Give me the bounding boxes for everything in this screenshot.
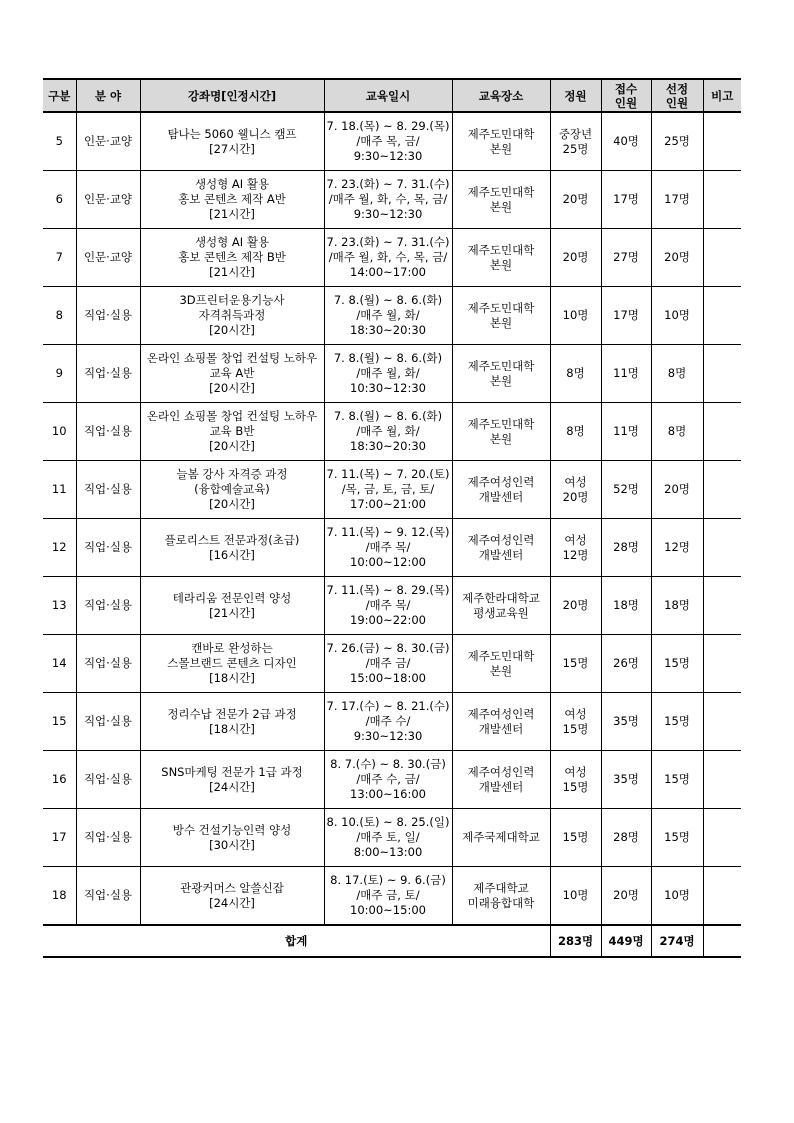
row-course-line: 3D프린터운용기능사 xyxy=(179,293,285,307)
row-schedule xyxy=(324,171,452,229)
row-note xyxy=(703,345,741,403)
row-applied: 20명 xyxy=(601,867,651,926)
table-row xyxy=(43,809,741,867)
row-quota-line: 20명 xyxy=(562,250,589,264)
row-quota xyxy=(550,403,601,461)
row-schedule xyxy=(324,287,452,345)
row-note xyxy=(703,867,741,926)
row-place-line: 제주국제대학교 xyxy=(462,830,540,844)
row-field: 직업·실용 xyxy=(76,519,140,577)
row-course-line: 테라리움 전문인력 양성 xyxy=(172,590,292,605)
row-course-line: 온라인 쇼핑몰 창업 컨설팅 노하우 xyxy=(146,351,318,365)
row-schedule-line: 7. 8.(월) ~ 8. 6.(화) xyxy=(333,293,443,307)
row-applied: 18명 xyxy=(601,577,651,635)
row-course-line: [18시간] xyxy=(209,721,255,736)
row-number: 10 xyxy=(43,403,76,461)
row-course-line: 캔바로 완성하는 xyxy=(191,641,273,655)
row-quota-line: 8명 xyxy=(566,366,585,380)
row-note xyxy=(703,635,741,693)
row-schedule xyxy=(324,693,452,751)
row-course-line: 플로리스트 전문과정(초급) xyxy=(164,532,300,547)
row-schedule xyxy=(324,403,452,461)
row-selected: 8명 xyxy=(651,403,703,461)
course-sheet xyxy=(43,78,741,958)
row-schedule-line: 7. 26.(금) ~ 8. 30.(금) xyxy=(326,641,450,655)
row-number: 18 xyxy=(43,867,76,926)
header-course: 강좌명[인정시간] xyxy=(140,79,324,112)
row-place xyxy=(452,577,550,635)
row-schedule xyxy=(324,112,452,171)
row-quota xyxy=(550,287,601,345)
row-course-line: 홍보 콘텐츠 제작 B반 xyxy=(178,250,286,264)
row-schedule-line: 7. 18.(목) ~ 8. 29.(목) xyxy=(326,119,450,133)
row-quota xyxy=(550,693,601,751)
row-schedule xyxy=(324,461,452,519)
row-schedule-line: /목, 금, 토, 금, 토/ xyxy=(341,482,435,496)
table-row xyxy=(43,345,741,403)
row-place-line: 제주여성인력 xyxy=(467,474,535,489)
row-applied: 17명 xyxy=(601,171,651,229)
row-quota-line: 20명 xyxy=(562,598,589,612)
row-applied: 35명 xyxy=(601,693,651,751)
row-note xyxy=(703,577,741,635)
row-place xyxy=(452,867,550,926)
row-place-line: 제주도민대학 xyxy=(467,358,535,373)
row-course xyxy=(140,577,324,635)
row-course-line: 늘봄 강사 자격증 과정 xyxy=(176,467,288,481)
row-course xyxy=(140,287,324,345)
row-place xyxy=(452,519,550,577)
row-schedule xyxy=(324,751,452,809)
row-course xyxy=(140,809,324,867)
row-selected: 10명 xyxy=(651,867,703,926)
table-row xyxy=(43,287,741,345)
table-row xyxy=(43,635,741,693)
row-place-line: 제주도민대학 xyxy=(467,648,535,663)
row-schedule-line: 7. 8.(월) ~ 8. 6.(화) xyxy=(333,409,443,423)
row-place-line: 제주도민대학 xyxy=(467,300,535,315)
row-course-line: [24시간] xyxy=(209,895,255,910)
header-field: 분 야 xyxy=(76,79,140,112)
row-schedule-line: 8. 10.(토) ~ 8. 25.(일) xyxy=(326,815,450,829)
header-applied-line: 접수 xyxy=(614,81,638,96)
row-course xyxy=(140,461,324,519)
row-schedule-line: 10:00~12:00 xyxy=(350,555,426,569)
row-quota-line: 15명 xyxy=(562,830,589,844)
row-number: 17 xyxy=(43,809,76,867)
row-course-line: 관광커머스 알쓸신잡 xyxy=(180,880,284,895)
row-schedule xyxy=(324,519,452,577)
row-course-line: [30시간] xyxy=(209,837,255,852)
row-applied: 28명 xyxy=(601,519,651,577)
row-course xyxy=(140,867,324,926)
row-schedule-line: /매주 금/ xyxy=(365,656,411,670)
row-selected: 8명 xyxy=(651,345,703,403)
row-quota-line: 15명 xyxy=(562,721,589,736)
row-schedule-line: /매주 목, 금/ xyxy=(356,134,420,148)
row-field: 직업·실용 xyxy=(76,577,140,635)
table-row xyxy=(43,519,741,577)
row-quota xyxy=(550,867,601,926)
row-quota-line: 여성 xyxy=(564,474,587,489)
row-place-line: 본원 xyxy=(489,315,513,330)
row-number: 12 xyxy=(43,519,76,577)
row-selected: 15명 xyxy=(651,751,703,809)
row-place-line: 제주여성인력 xyxy=(467,532,535,547)
row-course xyxy=(140,693,324,751)
row-note xyxy=(703,229,741,287)
table-row xyxy=(43,229,741,287)
row-schedule-line: 8:00~13:00 xyxy=(353,845,423,859)
row-course-line: [20시간] xyxy=(209,497,255,511)
row-place-line: 개발센터 xyxy=(478,779,524,794)
row-applied: 52명 xyxy=(601,461,651,519)
total-row xyxy=(43,925,741,957)
row-place xyxy=(452,809,550,867)
row-course-line: 홍보 콘텐츠 제작 A반 xyxy=(178,192,286,206)
row-selected: 15명 xyxy=(651,693,703,751)
row-course xyxy=(140,345,324,403)
row-schedule-line: 9:30~12:30 xyxy=(353,729,423,743)
row-note xyxy=(703,693,741,751)
row-course-line: [21시간] xyxy=(209,207,255,221)
row-course xyxy=(140,112,324,171)
row-applied: 27명 xyxy=(601,229,651,287)
total-applied: 449명 xyxy=(601,925,651,957)
row-course-line: 스몰브랜드 콘텐츠 디자인 xyxy=(167,656,297,670)
row-quota-line: 25명 xyxy=(562,141,589,156)
row-place-line: 제주도민대학 xyxy=(467,242,535,257)
row-schedule-line: 10:30~12:30 xyxy=(350,381,426,395)
row-quota-line: 10명 xyxy=(562,888,589,902)
row-schedule-line: /매주 토, 일/ xyxy=(356,830,420,844)
row-quota-line: 12명 xyxy=(562,547,589,562)
row-quota xyxy=(550,345,601,403)
row-number: 16 xyxy=(43,751,76,809)
row-place-line: 본원 xyxy=(489,431,513,446)
row-note xyxy=(703,519,741,577)
row-quota xyxy=(550,112,601,171)
row-schedule-line: 9:30~12:30 xyxy=(353,149,423,163)
row-quota-line: 20명 xyxy=(562,192,589,206)
row-quota xyxy=(550,635,601,693)
row-applied: 40명 xyxy=(601,112,651,171)
row-note xyxy=(703,809,741,867)
row-course-line: 생성형 AI 활용 xyxy=(194,177,270,191)
row-quota xyxy=(550,751,601,809)
row-field: 직업·실용 xyxy=(76,751,140,809)
row-course-line: 교육 A반 xyxy=(209,366,255,380)
row-course-line: [16시간] xyxy=(209,547,255,562)
row-place-line: 제주도민대학 xyxy=(467,416,535,431)
row-quota-line: 10명 xyxy=(562,308,589,322)
row-schedule-line: 17:00~21:00 xyxy=(350,497,426,511)
row-quota-line: 중장년 xyxy=(558,126,593,141)
row-schedule xyxy=(324,229,452,287)
row-place-line: 제주도민대학 xyxy=(467,126,535,141)
row-course xyxy=(140,171,324,229)
total-quota: 283명 xyxy=(550,925,601,957)
row-schedule-line: 8. 17.(토) ~ 9. 6.(금) xyxy=(330,873,446,887)
row-schedule-line: 7. 11.(목) ~ 9. 12.(목) xyxy=(326,525,450,539)
row-place xyxy=(452,287,550,345)
row-quota-line: 여성 xyxy=(564,532,587,547)
row-number: 8 xyxy=(43,287,76,345)
table-row xyxy=(43,577,741,635)
row-applied: 11명 xyxy=(601,345,651,403)
row-field: 직업·실용 xyxy=(76,345,140,403)
row-course-line: 교육 B반 xyxy=(209,424,255,438)
header-note: 비고 xyxy=(703,79,741,112)
row-number: 11 xyxy=(43,461,76,519)
row-quota-line: 20명 xyxy=(562,489,589,504)
row-selected: 20명 xyxy=(651,229,703,287)
row-course-line: [21시간] xyxy=(209,265,255,279)
row-course-line: 방수 건설기능인력 양성 xyxy=(172,822,292,837)
table-row xyxy=(43,403,741,461)
row-field: 직업·실용 xyxy=(76,635,140,693)
row-quota-line: 여성 xyxy=(564,706,587,721)
row-field: 인문·교양 xyxy=(76,112,140,171)
row-selected: 18명 xyxy=(651,577,703,635)
row-quota xyxy=(550,577,601,635)
row-place-line: 평생교육원 xyxy=(473,605,529,620)
row-quota-line: 15명 xyxy=(562,779,589,794)
row-schedule xyxy=(324,867,452,926)
row-course xyxy=(140,751,324,809)
row-course-line: 탐나는 5060 웰니스 캠프 xyxy=(167,126,297,141)
row-schedule-line: /매주 월, 화/ xyxy=(356,366,420,380)
row-schedule-line: /매주 수, 금/ xyxy=(356,772,420,786)
row-course-line: [20시간] xyxy=(209,381,255,395)
row-schedule xyxy=(324,577,452,635)
row-schedule-line: 7. 8.(월) ~ 8. 6.(화) xyxy=(333,351,443,365)
total-selected: 274명 xyxy=(651,925,703,957)
header-quota: 정원 xyxy=(550,79,601,112)
row-place-line: 제주한라대학교 xyxy=(462,590,540,605)
header-division: 구분 xyxy=(43,79,76,112)
row-place-line: 개발센터 xyxy=(478,547,524,562)
table-body xyxy=(43,112,741,957)
table-row xyxy=(43,867,741,926)
row-place-line: 본원 xyxy=(489,257,513,272)
row-course-line: 자격취득과정 xyxy=(198,308,266,322)
row-course-line: [18시간] xyxy=(209,671,255,685)
row-place xyxy=(452,171,550,229)
row-place-line: 본원 xyxy=(489,663,513,678)
row-schedule-line: 19:00~22:00 xyxy=(350,613,426,627)
row-place xyxy=(452,751,550,809)
row-selected: 17명 xyxy=(651,171,703,229)
row-number: 9 xyxy=(43,345,76,403)
row-quota-line: 여성 xyxy=(564,764,587,779)
row-place-line: 제주여성인력 xyxy=(467,764,535,779)
header-schedule: 교육일시 xyxy=(324,79,452,112)
row-number: 5 xyxy=(43,112,76,171)
row-place xyxy=(452,229,550,287)
row-schedule-line: 13:00~16:00 xyxy=(350,787,426,801)
row-schedule-line: 9:30~12:30 xyxy=(353,207,423,221)
row-note xyxy=(703,461,741,519)
row-field: 직업·실용 xyxy=(76,693,140,751)
row-selected: 25명 xyxy=(651,112,703,171)
row-schedule-line: 7. 11.(목) ~ 8. 29.(목) xyxy=(326,583,450,597)
row-course-line: SNS마케팅 전문가 1급 과정 xyxy=(161,764,303,779)
row-place xyxy=(452,635,550,693)
row-schedule-line: /매주 금, 토/ xyxy=(356,888,420,902)
row-place-line: 본원 xyxy=(489,373,513,388)
row-schedule-line: /매주 월, 화, 수, 목, 금/ xyxy=(328,192,448,206)
row-schedule-line: /매주 수/ xyxy=(365,714,411,728)
row-quota xyxy=(550,461,601,519)
row-note xyxy=(703,287,741,345)
row-applied: 17명 xyxy=(601,287,651,345)
row-schedule-line: 7. 23.(화) ~ 7. 31.(수) xyxy=(326,177,450,191)
row-schedule-line: /매주 월, 화/ xyxy=(356,308,420,322)
row-place-line: 미래융합대학 xyxy=(467,895,535,910)
row-course-line: 온라인 쇼핑몰 창업 컨설팅 노하우 xyxy=(146,409,318,423)
row-schedule xyxy=(324,345,452,403)
total-note xyxy=(703,925,741,957)
row-schedule-line: 18:30~20:30 xyxy=(350,439,426,453)
row-applied: 26명 xyxy=(601,635,651,693)
row-place-line: 본원 xyxy=(489,141,513,156)
row-selected: 15명 xyxy=(651,635,703,693)
row-course-line: 정리수납 전문가 2급 과정 xyxy=(167,706,297,721)
row-schedule-line: 14:00~17:00 xyxy=(350,265,426,279)
row-place-line: 개발센터 xyxy=(478,489,524,504)
row-course-line: (융합예술교육) xyxy=(194,482,270,496)
row-number: 13 xyxy=(43,577,76,635)
header-selected-line: 선정 xyxy=(665,81,689,96)
total-label: 합계 xyxy=(43,925,550,957)
header-selected-line: 인원 xyxy=(665,95,689,110)
row-place xyxy=(452,403,550,461)
header-applied xyxy=(601,79,651,112)
row-course-line: [20시간] xyxy=(209,323,255,337)
row-course-line: 생성형 AI 활용 xyxy=(194,235,270,249)
row-note xyxy=(703,403,741,461)
row-place-line: 제주대학교 xyxy=(473,880,529,895)
row-place xyxy=(452,461,550,519)
row-course xyxy=(140,635,324,693)
row-schedule-line: 10:00~15:00 xyxy=(350,903,426,917)
row-course-line: [21시간] xyxy=(209,605,255,620)
row-selected: 10명 xyxy=(651,287,703,345)
row-number: 15 xyxy=(43,693,76,751)
row-selected: 15명 xyxy=(651,809,703,867)
row-number: 7 xyxy=(43,229,76,287)
row-number: 14 xyxy=(43,635,76,693)
row-place-line: 본원 xyxy=(489,199,513,214)
row-place-line: 개발센터 xyxy=(478,721,524,736)
row-course xyxy=(140,519,324,577)
row-field: 인문·교양 xyxy=(76,171,140,229)
row-place xyxy=(452,345,550,403)
row-schedule-line: 7. 23.(화) ~ 7. 31.(수) xyxy=(326,235,450,249)
row-schedule-line: /매주 월, 화, 수, 목, 금/ xyxy=(328,250,448,264)
row-note xyxy=(703,171,741,229)
row-field: 인문·교양 xyxy=(76,229,140,287)
row-course-line: [20시간] xyxy=(209,439,255,453)
row-course xyxy=(140,229,324,287)
row-number: 6 xyxy=(43,171,76,229)
row-quota xyxy=(550,229,601,287)
row-place xyxy=(452,693,550,751)
table-row xyxy=(43,112,741,171)
row-quota-line: 15명 xyxy=(562,656,589,670)
row-field: 직업·실용 xyxy=(76,287,140,345)
row-field: 직업·실용 xyxy=(76,809,140,867)
row-selected: 12명 xyxy=(651,519,703,577)
row-quota xyxy=(550,519,601,577)
row-field: 직업·실용 xyxy=(76,461,140,519)
row-quota-line: 8명 xyxy=(566,424,585,438)
row-schedule-line: 7. 17.(수) ~ 8. 21.(수) xyxy=(326,699,450,713)
header-place: 교육장소 xyxy=(452,79,550,112)
header-row xyxy=(43,79,741,112)
row-course xyxy=(140,403,324,461)
row-schedule-line: /매주 목/ xyxy=(365,598,411,612)
row-place-line: 제주여성인력 xyxy=(467,706,535,721)
row-course-line: [24시간] xyxy=(209,779,255,794)
table-row xyxy=(43,171,741,229)
row-course-line: [27시간] xyxy=(209,141,255,156)
row-place-line: 제주도민대학 xyxy=(467,184,535,199)
row-place xyxy=(452,112,550,171)
row-applied: 28명 xyxy=(601,809,651,867)
row-field: 직업·실용 xyxy=(76,867,140,926)
row-note xyxy=(703,112,741,171)
row-note xyxy=(703,751,741,809)
row-schedule-line: 15:00~18:00 xyxy=(350,671,426,685)
row-quota xyxy=(550,809,601,867)
row-applied: 35명 xyxy=(601,751,651,809)
row-schedule-line: /매주 목/ xyxy=(365,540,411,554)
row-applied: 11명 xyxy=(601,403,651,461)
table-row xyxy=(43,751,741,809)
row-field: 직업·실용 xyxy=(76,403,140,461)
row-schedule-line: 7. 11.(목) ~ 7. 20.(토) xyxy=(326,467,450,481)
row-quota xyxy=(550,171,601,229)
table-row xyxy=(43,461,741,519)
header-selected xyxy=(651,79,703,112)
table-row xyxy=(43,693,741,751)
course-table xyxy=(43,78,741,958)
row-schedule-line: 8. 7.(수) ~ 8. 30.(금) xyxy=(330,757,446,771)
row-schedule xyxy=(324,635,452,693)
row-schedule xyxy=(324,809,452,867)
row-selected: 20명 xyxy=(651,461,703,519)
row-schedule-line: 18:30~20:30 xyxy=(350,323,426,337)
header-applied-line: 인원 xyxy=(614,95,638,110)
row-schedule-line: /매주 월, 화/ xyxy=(356,424,420,438)
